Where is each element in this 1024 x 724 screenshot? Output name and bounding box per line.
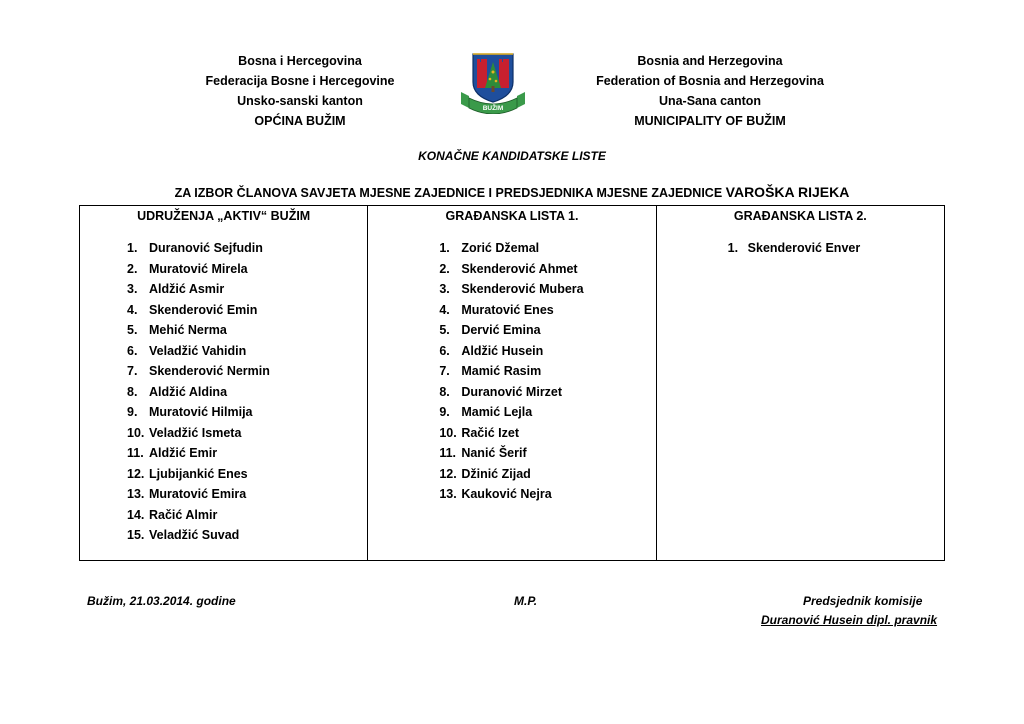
candidate-name: Skenderović Enver [747,241,861,255]
candidate-number: 12. [439,466,457,481]
candidate-item [439,382,583,403]
candidate-list [439,238,583,505]
candidate-item [127,484,270,505]
candidate-item [127,279,270,300]
candidate-item [439,279,583,300]
candidate-item [127,402,270,423]
candidate-name: Aldžić Aldina [149,384,228,399]
candidate-name: Kauković Nejra [461,487,552,501]
candidate-name: Skenderović Emin [149,302,258,317]
candidate-item [439,464,583,485]
candidate-name: Mamić Lejla [461,405,533,419]
subtitle-main: ZA IZBOR ČLANOVA SAVJETA MJESNE ZAJEDNICE I PREDSJEDNIKA MJESNE ZAJEDNICE [174,186,723,200]
candidate-item [127,423,270,444]
candidate-name: Mamić Rasim [461,364,542,378]
candidate-number: 4. [439,302,450,317]
candidate-name: Muratović Enes [461,302,554,317]
candidate-number: 13. [127,487,145,501]
candidate-item [127,382,270,403]
candidate-list-column [657,206,944,560]
candidate-item [127,341,270,362]
header-right-country: Bosnia and Herzegovina [637,54,783,68]
header-right-municipality: MUNICIPALITY OF BUŽIM [634,114,786,128]
candidate-number: 12. [127,466,145,481]
candidate-number: 8. [127,384,138,399]
candidate-name: Aldžić Husein [461,343,544,358]
header-left-country: Bosna i Hercegovina [238,54,362,68]
candidate-item [439,361,583,382]
stamp-placeholder: M.P. [514,594,538,608]
list-heading: UDRUŽENJA „AKTIV“ BUŽIM [137,209,311,223]
candidate-number: 5. [127,323,138,337]
candidate-item [439,423,583,444]
candidate-list-column [368,206,656,560]
subtitle-place: VAROŠKA RIJEKA [725,184,850,200]
municipality-crest-icon [459,48,527,114]
document-subtitle [0,184,1024,200]
candidate-number: 3. [439,282,450,296]
candidate-item [439,402,583,423]
candidate-number: 14. [127,507,145,522]
document-title: KONAČNE KANDIDATSKE LISTE [418,149,606,163]
candidate-name: Muratović Emira [149,487,247,501]
candidate-name: Veladžić Ismeta [149,425,242,440]
header-right-canton: Una-Sana canton [658,94,762,108]
candidate-number: 10. [127,425,145,440]
candidate-number: 5. [439,323,450,337]
candidate-name: Aldžić Emir [149,446,218,460]
candidate-list [728,238,861,259]
candidate-name: Skenderović Nermin [149,364,270,378]
header-left-canton: Unsko-sanski kanton [237,94,363,108]
candidate-item [127,259,270,280]
signer-name: Duranović Husein dipl. pravnik [761,613,938,627]
candidate-name: Skenderović Ahmet [461,261,578,276]
candidate-item [439,320,583,341]
candidate-list [127,238,270,546]
candidate-name: Muratović Mirela [149,261,248,276]
place-and-date: Bužim, 21.03.2014. godine [87,594,236,608]
header-left-federation: Federacija Bosne i Hercegovine [205,74,395,88]
candidate-item [127,320,270,341]
candidate-number: 1. [439,241,450,255]
candidate-name: Duranović Sejfudin [149,241,263,255]
candidate-name: Ljubijankić Enes [149,466,248,481]
candidate-name: Aldžić Asmir [149,282,225,296]
candidate-name: Dervić Emina [461,323,541,337]
candidate-number: 2. [439,261,450,276]
candidate-item [127,525,270,546]
candidate-name: Račić Almir [149,507,218,522]
candidate-name: Veladžić Suvad [149,528,240,542]
candidate-item [439,484,583,505]
candidate-item [439,300,583,321]
crest-ribbon-text: BUŽIM [482,105,504,112]
candidate-name: Mehić Nerma [149,323,227,337]
candidate-number: 4. [127,302,138,317]
candidate-number: 8. [439,384,450,399]
header-right-federation: Federation of Bosnia and Herzegovina [596,74,824,88]
candidate-name: Duranović Mirzet [461,384,563,399]
candidate-item [439,259,583,280]
candidate-number: 13. [439,487,457,501]
candidate-name: Džinić Zijad [461,466,531,481]
signer-role: Predsjednik komisije [803,594,923,608]
candidate-number: 9. [127,405,138,419]
candidate-item [127,238,270,259]
candidate-name: Veladžić Vahidin [149,343,247,358]
header-left-bosnian [150,51,450,131]
candidate-item [127,505,270,526]
header-left-municipality: OPĆINA BUŽIM [254,114,346,128]
candidate-number: 1. [127,241,138,255]
candidate-number: 6. [127,343,138,358]
candidate-item [127,300,270,321]
candidate-number: 2. [127,261,138,276]
candidate-name: Muratović Hilmija [149,405,253,419]
candidate-name: Račić Izet [461,425,519,440]
candidate-item [439,238,583,259]
candidate-number: 7. [439,364,450,378]
header-right-english [560,51,860,131]
candidate-number: 11. [127,446,144,460]
candidate-number: 7. [127,364,138,378]
list-heading: GRAĐANSKA LISTA 2. [733,209,867,223]
candidate-number: 3. [127,282,138,296]
list-heading: GRAĐANSKA LISTA 1. [445,209,579,223]
candidate-item [127,361,270,382]
candidate-item [728,238,861,259]
candidate-name: Zorić Džemal [461,241,540,255]
candidate-item [439,443,583,464]
candidate-number: 10. [439,425,457,440]
candidate-number: 9. [439,405,450,419]
candidate-number: 11. [439,446,457,460]
candidate-list-column [80,206,368,560]
candidate-item [127,464,270,485]
candidate-number: 1. [727,241,739,255]
candidate-number: 15. [127,528,145,542]
candidate-name: Skenderović Mubera [461,282,584,296]
candidate-item [127,443,270,464]
candidate-name: Nanić Šerif [461,446,527,460]
candidate-number: 6. [439,343,450,358]
candidate-item [439,341,583,362]
candidate-lists-table [79,205,945,561]
